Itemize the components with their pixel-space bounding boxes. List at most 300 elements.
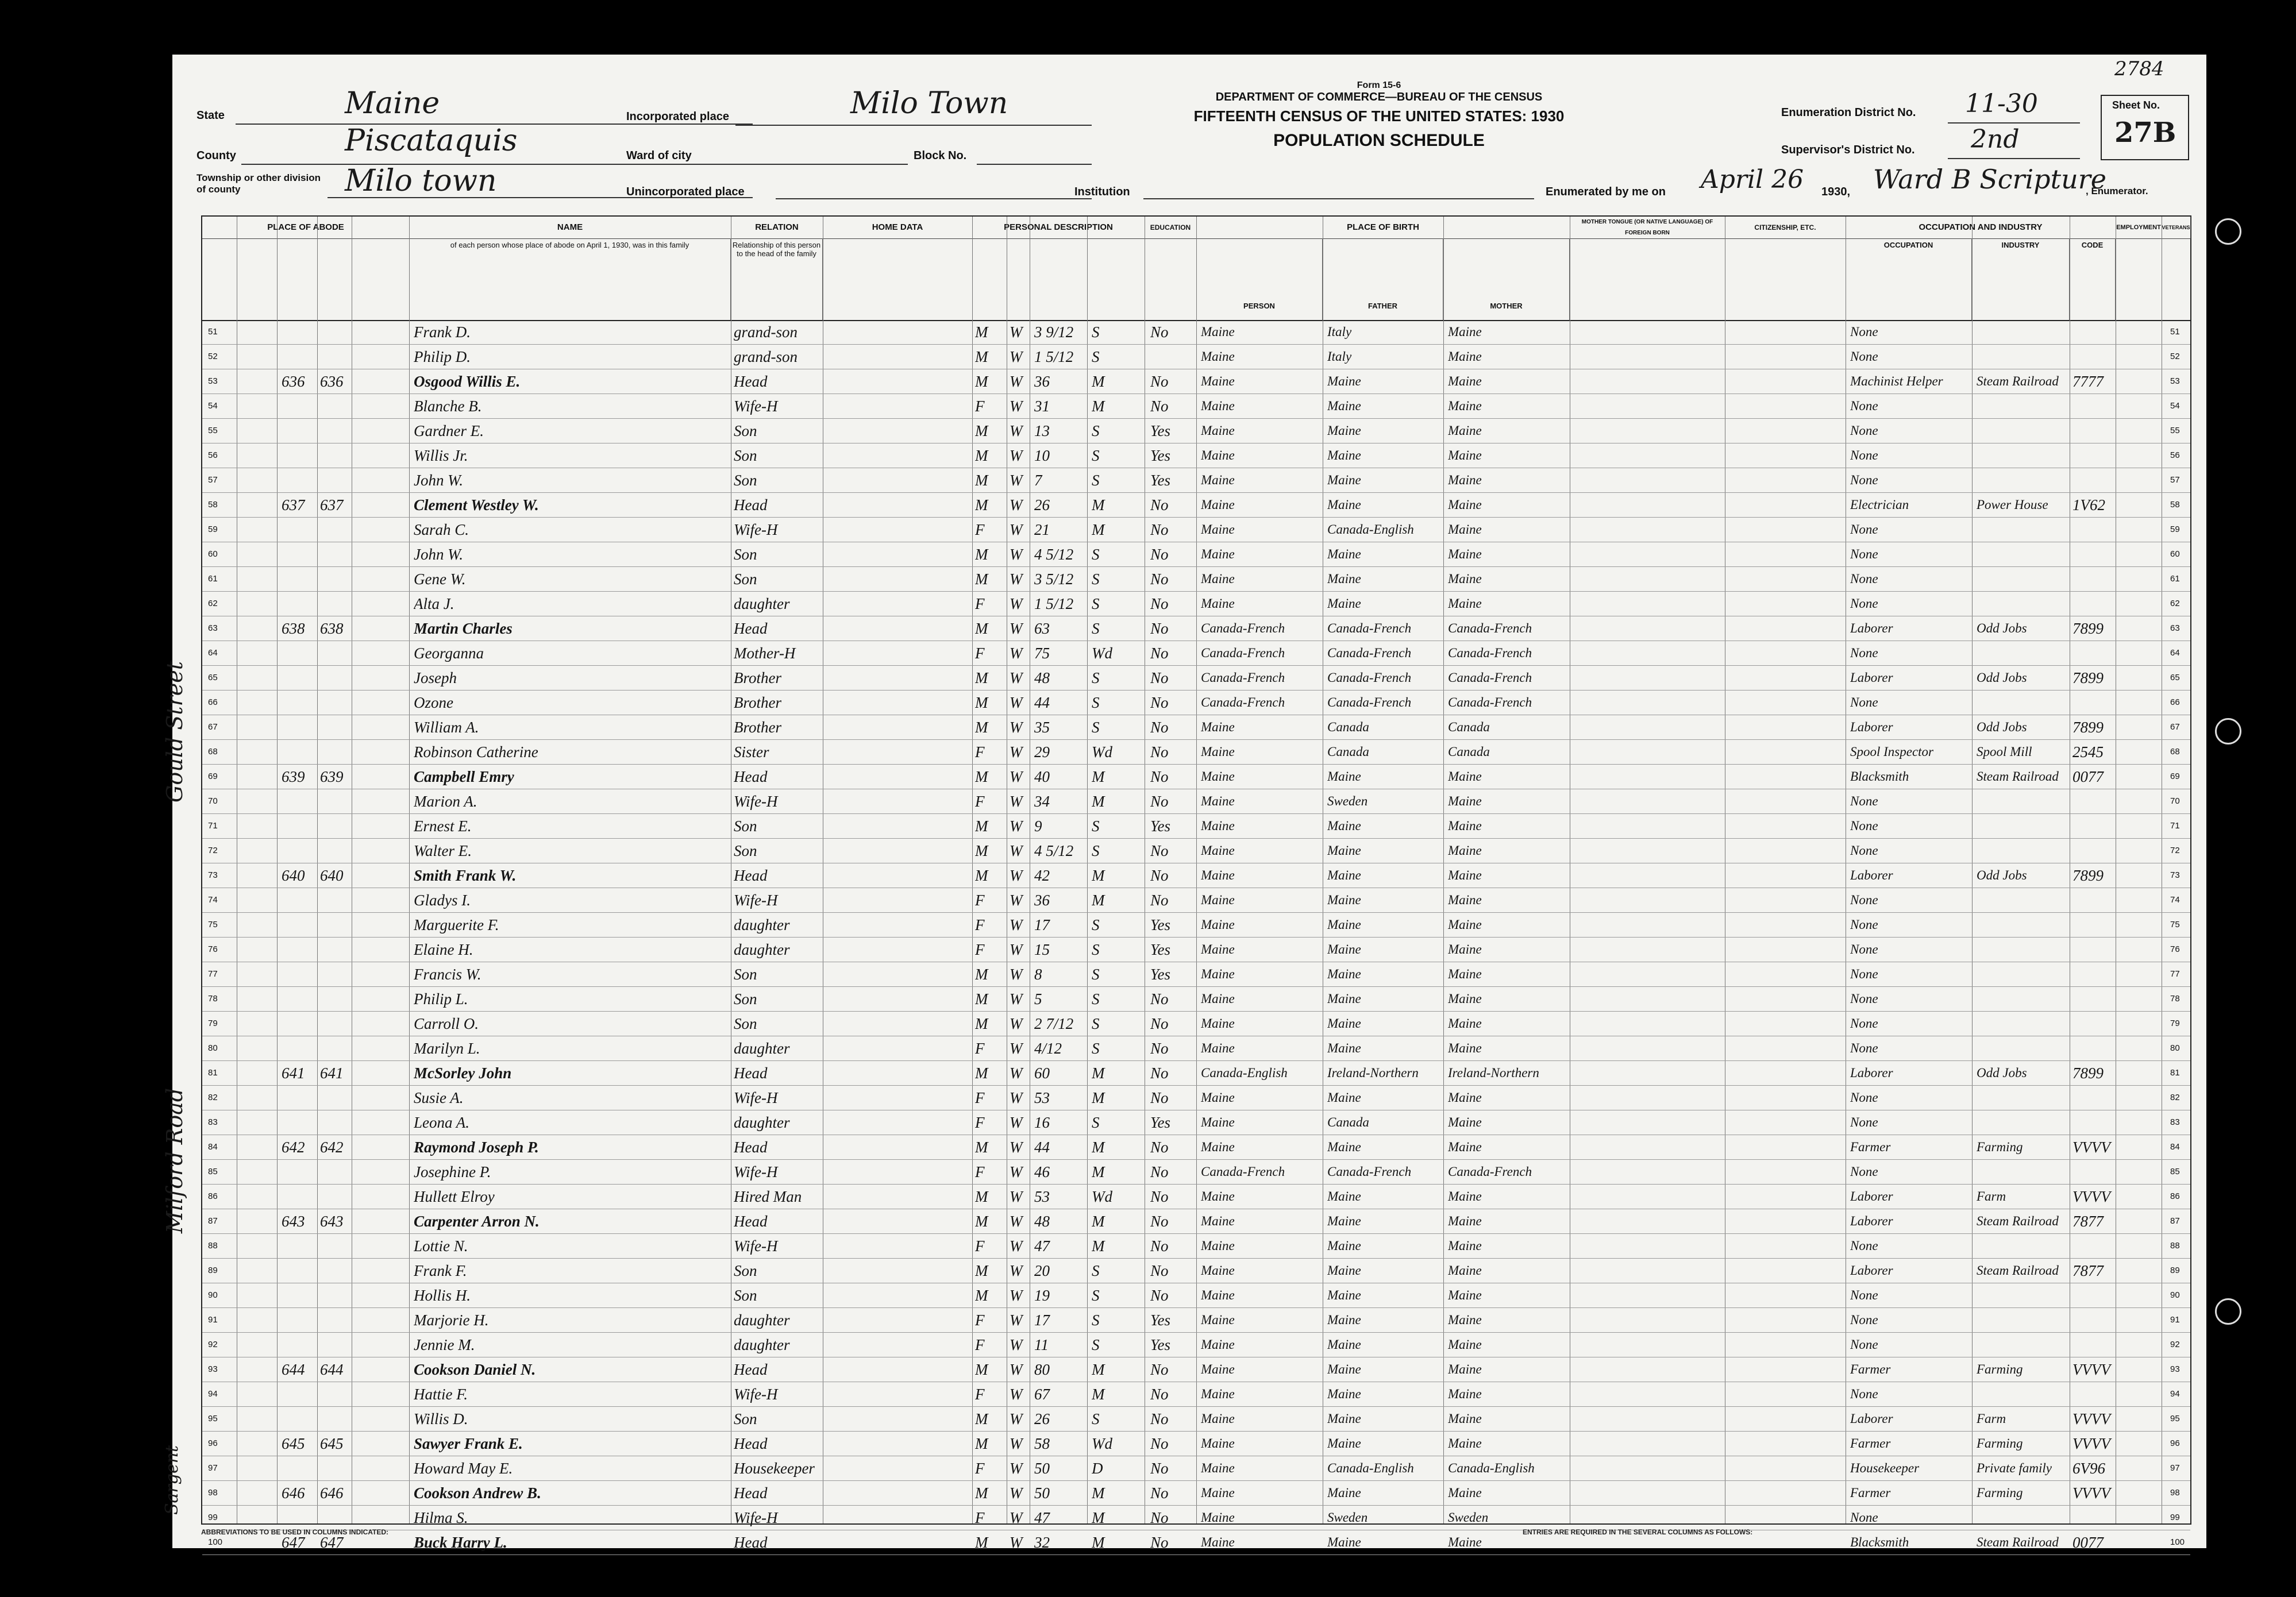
cell-sex: M: [975, 496, 988, 514]
cell-fam: [320, 1185, 352, 1209]
cell-occ: Electrician: [1850, 497, 1909, 512]
cell-sex: F: [975, 1040, 985, 1057]
cell-ind: Steam Railroad: [1977, 769, 2059, 784]
cell-fam: 642: [320, 1139, 344, 1156]
cell-dw: 643: [282, 1213, 305, 1230]
cell-sch: No: [1150, 1237, 1169, 1255]
cell-rel: Son: [734, 990, 757, 1008]
cell-pob: Maine: [1201, 1115, 1235, 1129]
cell-pob: Maine: [1201, 917, 1235, 932]
ward-label: Ward of city: [626, 149, 692, 162]
cell-pobm: Maine: [1448, 942, 1482, 956]
cell-occ: Farmer: [1850, 1362, 1891, 1376]
cell-pobm: Maine: [1448, 843, 1482, 858]
cell-pob: Maine: [1201, 1337, 1235, 1352]
cell-dw: [282, 1283, 316, 1307]
cell-rel: Son: [734, 422, 757, 439]
cell-pob: Maine: [1201, 1090, 1235, 1105]
cell-dw: [282, 666, 316, 690]
cell-dw: [282, 1036, 316, 1060]
table-row: [202, 1110, 2190, 1135]
cell-name: Susie A.: [414, 1089, 464, 1106]
cell-sch: No: [1150, 1262, 1169, 1279]
row-number: 54: [208, 401, 218, 411]
cell-name: Robinson Catherine: [414, 743, 538, 761]
cell-sch: No: [1150, 521, 1169, 538]
cell-pob: Maine: [1201, 1239, 1235, 1253]
cell-occ: None: [1850, 967, 1878, 981]
cell-ms: M: [1092, 892, 1105, 909]
cell-pob: Canada-French: [1201, 670, 1285, 685]
row-number: 88: [208, 1241, 218, 1251]
cell-pobf: Maine: [1327, 819, 1361, 833]
cell-ms: Wd: [1092, 1435, 1112, 1452]
cell-fam: [320, 567, 352, 591]
cell-age: 11: [1034, 1336, 1049, 1353]
cell-race: W: [1010, 1188, 1023, 1205]
cell-ms: M: [1092, 793, 1105, 810]
cell-ms: S: [1092, 422, 1100, 439]
cell-name: Jennie M.: [414, 1336, 475, 1353]
cell-name: Marilyn L.: [414, 1040, 480, 1057]
cell-sex: M: [975, 669, 988, 686]
cell-code: [2072, 518, 2116, 542]
row-number-right: 66: [2170, 697, 2180, 707]
row-number: 65: [208, 673, 218, 682]
cell-rel: Head: [734, 620, 768, 637]
cell-name: Francis W.: [414, 966, 481, 983]
cell-pobf: Canada-English: [1327, 1461, 1414, 1475]
cell-age: 40: [1034, 768, 1050, 785]
cell-race: W: [1010, 916, 1023, 933]
cell-sch: No: [1150, 669, 1169, 686]
cell-pobm: Maine: [1448, 596, 1482, 611]
cell-ms: S: [1092, 447, 1100, 464]
cell-age: 17: [1034, 1311, 1050, 1329]
group-place-of-abode: PLACE OF ABODE: [202, 217, 410, 239]
cell-race: W: [1010, 1311, 1023, 1329]
cell-rel: Brother: [734, 694, 781, 711]
cell-sex: M: [975, 768, 988, 785]
state-value: Maine: [345, 86, 440, 121]
cell-rel: Son: [734, 447, 757, 464]
cell-dw: [282, 1382, 316, 1406]
cell-rel: Sister: [734, 743, 769, 761]
cell-age: 36: [1034, 892, 1050, 909]
cell-name: Buck Harry L.: [414, 1534, 507, 1551]
cell-pobm: Maine: [1448, 1486, 1482, 1500]
cell-pobf: Maine: [1327, 423, 1361, 438]
row-number: 85: [208, 1167, 218, 1176]
cell-dw: [282, 814, 316, 838]
cell-dw: [282, 1160, 316, 1184]
cell-sex: M: [975, 1361, 988, 1378]
industry-col: INDUSTRY: [1972, 238, 2070, 320]
cell-code: 7899: [2072, 620, 2104, 637]
cell-fam: [320, 419, 352, 443]
cell-occ: None: [1850, 572, 1878, 586]
enumerated-label: Enumerated by me on: [1546, 186, 1666, 198]
cell-code: [2072, 938, 2116, 962]
row-number-right: 94: [2170, 1389, 2180, 1399]
table-row: [202, 691, 2190, 715]
row-number-right: 98: [2170, 1488, 2180, 1498]
cell-sex: F: [975, 1163, 985, 1181]
cell-race: W: [1010, 1410, 1023, 1428]
cell-sch: No: [1150, 1064, 1169, 1082]
cell-sch: No: [1150, 1410, 1169, 1428]
cell-pobm: Maine: [1448, 819, 1482, 833]
cell-age: 34: [1034, 793, 1050, 810]
cell-ind: Odd Jobs: [1977, 720, 2027, 734]
cell-ms: S: [1092, 966, 1100, 983]
cell-ind: [1977, 641, 2068, 665]
cell-rel: Wife-H: [734, 793, 778, 810]
cell-occ: Laborer: [1850, 1214, 1893, 1228]
cell-ms: S: [1092, 1336, 1100, 1353]
cell-name: Frank D.: [414, 323, 471, 341]
cell-race: W: [1010, 719, 1023, 736]
cell-occ: Laborer: [1850, 1411, 1893, 1426]
row-number-right: 58: [2170, 500, 2180, 510]
cell-code: [2072, 1308, 2116, 1332]
cell-ms: S: [1092, 941, 1100, 958]
cell-pobm: Maine: [1448, 992, 1482, 1006]
township-value: Milo town: [345, 164, 497, 198]
cell-ind: [1977, 938, 2068, 962]
row-number: 96: [208, 1438, 218, 1448]
cell-dw: [282, 839, 316, 863]
cell-sch: No: [1150, 1089, 1169, 1106]
cell-dw: [282, 715, 316, 739]
cell-occ: Laborer: [1850, 868, 1893, 882]
cell-age: 9: [1034, 817, 1042, 835]
cell-ind: Odd Jobs: [1977, 1066, 2027, 1080]
cell-code: 0077: [2072, 1534, 2104, 1551]
cell-ms: S: [1092, 719, 1100, 736]
cell-fam: [320, 1283, 352, 1307]
street-label-gould: Gould Street: [162, 661, 187, 803]
cell-ms: M: [1092, 1139, 1105, 1156]
cell-name: Hilma S.: [414, 1509, 468, 1526]
cell-fam: [320, 839, 352, 863]
cell-name: Hullett Elroy: [414, 1188, 495, 1205]
cell-ms: S: [1092, 694, 1100, 711]
cell-sch: No: [1150, 793, 1169, 810]
cell-fam: [320, 468, 352, 492]
cell-fam: 640: [320, 867, 344, 884]
cell-race: W: [1010, 793, 1023, 810]
cell-name: Ernest E.: [414, 817, 472, 835]
cell-pobf: Maine: [1327, 1486, 1361, 1500]
cell-rel: Son: [734, 966, 757, 983]
cell-name: Raymond Joseph P.: [414, 1139, 539, 1156]
cell-code: VVVV: [2072, 1410, 2110, 1428]
cell-name: Clement Westley W.: [414, 496, 539, 514]
cell-sch: No: [1150, 1534, 1169, 1551]
cell-name: Walter E.: [414, 842, 472, 859]
cell-rel: Head: [734, 373, 768, 390]
cell-race: W: [1010, 1361, 1023, 1378]
cell-ms: S: [1092, 1311, 1100, 1329]
cell-pob: Canada-English: [1201, 1066, 1288, 1080]
cell-occ: Housekeeper: [1850, 1461, 1920, 1475]
cell-occ: Spool Inspector: [1850, 745, 1934, 759]
cell-fam: [320, 1259, 352, 1283]
cell-ms: S: [1092, 1015, 1100, 1032]
row-number: 59: [208, 524, 218, 534]
cell-rel: Head: [734, 496, 768, 514]
sheet-number-box: [2101, 95, 2189, 160]
table-row: [202, 443, 2190, 468]
cell-rel: Wife-H: [734, 1089, 778, 1106]
cell-sch: No: [1150, 892, 1169, 909]
cell-rel: Son: [734, 546, 757, 563]
cell-occ: None: [1850, 1313, 1878, 1327]
table-row: [202, 1456, 2190, 1481]
cell-code: [2072, 394, 2116, 418]
cell-age: 5: [1034, 990, 1042, 1008]
row-number-right: 80: [2170, 1043, 2180, 1053]
cell-pob: Maine: [1201, 349, 1235, 364]
row-number: 62: [208, 599, 218, 608]
cell-code: [2072, 592, 2116, 616]
cell-rel: Son: [734, 1410, 757, 1428]
cell-age: 15: [1034, 941, 1050, 958]
cell-ms: M: [1092, 1064, 1105, 1082]
cell-rel: Mother-H: [734, 645, 796, 662]
cell-dw: 642: [282, 1139, 305, 1156]
cell-name: Martin Charles: [414, 620, 513, 637]
cell-pobf: Maine: [1327, 1288, 1361, 1302]
cell-ind: Steam Railroad: [1977, 1214, 2059, 1228]
cell-ind: [1977, 567, 2068, 591]
cell-age: 2 7/12: [1034, 1015, 1074, 1032]
row-number: 71: [208, 821, 218, 831]
cell-pobm: Maine: [1448, 497, 1482, 512]
cell-pobf: Maine: [1327, 1140, 1361, 1154]
cell-occ: None: [1850, 1288, 1878, 1302]
county-underline: [241, 164, 753, 165]
cell-age: 32: [1034, 1534, 1050, 1551]
punch-hole: [2215, 1298, 2241, 1325]
cell-sex: F: [975, 398, 985, 415]
cell-sch: No: [1150, 398, 1169, 415]
row-number: 95: [208, 1414, 218, 1424]
cell-ind: [1977, 987, 2068, 1011]
cell-age: 26: [1034, 496, 1050, 514]
cell-sex: M: [975, 323, 988, 341]
cell-race: W: [1010, 1509, 1023, 1526]
table-row: [202, 1135, 2190, 1160]
cell-dw: [282, 567, 316, 591]
cell-name: Carpenter Arron N.: [414, 1213, 540, 1230]
cell-dw: 639: [282, 768, 305, 785]
cell-sch: Yes: [1150, 422, 1171, 439]
table-row: [202, 987, 2190, 1012]
row-number: 60: [208, 549, 218, 559]
cell-pobm: Maine: [1448, 325, 1482, 339]
state-label: State: [197, 109, 225, 122]
row-number-right: 64: [2170, 648, 2180, 658]
table-row: [202, 641, 2190, 666]
cell-occ: None: [1850, 1090, 1878, 1105]
cell-pobm: Maine: [1448, 1535, 1482, 1549]
cell-pobf: Maine: [1327, 596, 1361, 611]
cell-occ: Farmer: [1850, 1140, 1891, 1154]
cell-sch: Yes: [1150, 941, 1171, 958]
cell-ind: [1977, 468, 2068, 492]
row-number-right: 73: [2170, 870, 2180, 880]
cell-fam: 638: [320, 620, 344, 637]
cell-pobm: Ireland-Northern: [1448, 1066, 1539, 1080]
cell-name: Joseph: [414, 669, 457, 686]
cell-pobm: Maine: [1448, 1263, 1482, 1278]
cell-dw: [282, 987, 316, 1011]
cell-race: W: [1010, 348, 1023, 365]
row-number-right: 71: [2170, 821, 2180, 831]
cell-fam: [320, 1382, 352, 1406]
cell-fam: [320, 320, 352, 344]
cell-pobf: Maine: [1327, 1313, 1361, 1327]
cell-code: [2072, 468, 2116, 492]
name-column-desc: of each person whose place of abode on April 1, 1930, was in this family: [409, 238, 731, 320]
cell-pobm: Canada-French: [1448, 621, 1532, 635]
cell-name: Alta J.: [414, 595, 454, 612]
cell-code: [2072, 839, 2116, 863]
cell-sex: M: [975, 472, 988, 489]
cell-race: W: [1010, 398, 1023, 415]
cell-name: Sarah C.: [414, 521, 469, 538]
cell-fam: [320, 1456, 352, 1480]
cell-pobm: Maine: [1448, 1288, 1482, 1302]
cell-rel: Head: [734, 768, 768, 785]
cell-dw: [282, 443, 316, 468]
cell-sex: M: [975, 842, 988, 859]
row-number: 69: [208, 772, 218, 781]
cell-rel: Son: [734, 472, 757, 489]
cell-sex: M: [975, 373, 988, 390]
cell-occ: None: [1850, 448, 1878, 462]
cell-occ: None: [1850, 942, 1878, 956]
cell-name: Philip L.: [414, 990, 468, 1008]
cell-code: VVVV: [2072, 1139, 2110, 1156]
occupation-col: OCCUPATION: [1846, 238, 1972, 320]
cell-fam: [320, 913, 352, 937]
table-row: [202, 320, 2190, 345]
cell-rel: daughter: [734, 1114, 790, 1131]
cell-fam: [320, 1407, 352, 1431]
cell-pobm: Maine: [1448, 399, 1482, 413]
cell-age: 44: [1034, 694, 1050, 711]
table-row: [202, 666, 2190, 691]
cell-rel: Head: [734, 1064, 768, 1082]
group-education: EDUCATION: [1145, 217, 1197, 239]
cell-ind: [1977, 913, 2068, 937]
cell-pobm: Maine: [1448, 1214, 1482, 1228]
row-number: 64: [208, 648, 218, 658]
enumerator-name: Ward B Scripture: [1873, 164, 2106, 195]
cell-pobm: Maine: [1448, 1016, 1482, 1031]
cell-ms: Wd: [1092, 743, 1112, 761]
cell-race: W: [1010, 892, 1023, 909]
cell-ind: [1977, 691, 2068, 715]
cell-ms: S: [1092, 817, 1100, 835]
cell-pob: Maine: [1201, 1535, 1235, 1549]
row-number: 52: [208, 352, 218, 361]
cell-fam: [320, 345, 352, 369]
cell-pob: Maine: [1201, 720, 1235, 734]
cell-code: [2072, 987, 2116, 1011]
row-number: 92: [208, 1340, 218, 1349]
cell-pob: Maine: [1201, 399, 1235, 413]
cell-pobf: Maine: [1327, 1090, 1361, 1105]
cell-fam: 647: [320, 1534, 344, 1551]
cell-fam: 636: [320, 373, 344, 390]
cell-fam: [320, 789, 352, 813]
cell-dw: 637: [282, 496, 305, 514]
cell-dw: [282, 1333, 316, 1357]
cell-rel: daughter: [734, 941, 790, 958]
cell-rel: Son: [734, 1262, 757, 1279]
row-number: 70: [208, 796, 218, 806]
row-number-right: 76: [2170, 944, 2180, 954]
street-label-sargent: Sargent: [162, 1445, 182, 1515]
row-number-right: 52: [2170, 352, 2180, 361]
cell-ms: M: [1092, 768, 1105, 785]
cell-sch: No: [1150, 1460, 1169, 1477]
cell-pobf: Maine: [1327, 1535, 1361, 1549]
cell-dw: 646: [282, 1484, 305, 1502]
row-number: 53: [208, 376, 218, 386]
cell-sch: Yes: [1150, 1114, 1171, 1131]
cell-sch: Yes: [1150, 817, 1171, 835]
table-row: [202, 518, 2190, 542]
cell-name: Marjorie H.: [414, 1311, 489, 1329]
row-number: 76: [208, 944, 218, 954]
table-row: [202, 542, 2190, 567]
cell-sex: M: [975, 1188, 988, 1205]
cell-sch: No: [1150, 1509, 1169, 1526]
cell-ind: [1977, 1012, 2068, 1036]
cell-fam: [320, 592, 352, 616]
cell-ms: M: [1092, 1237, 1105, 1255]
cell-pob: Maine: [1201, 596, 1235, 611]
cell-sex: M: [975, 966, 988, 983]
table-row: [202, 962, 2190, 987]
cell-ms: S: [1092, 1287, 1100, 1304]
unincorporated-underline: [776, 198, 1092, 199]
cell-occ: None: [1850, 1164, 1878, 1179]
cell-name: Osgood Willis E.: [414, 373, 521, 390]
cell-rel: daughter: [734, 595, 790, 612]
cell-fam: [320, 666, 352, 690]
cell-ms: S: [1092, 323, 1100, 341]
cell-name: Elaine H.: [414, 941, 473, 958]
cell-rel: Son: [734, 817, 757, 835]
cell-pobm: Canada-French: [1448, 1164, 1532, 1179]
cell-ms: M: [1092, 373, 1105, 390]
cell-race: W: [1010, 595, 1023, 612]
cell-pobf: Maine: [1327, 1016, 1361, 1031]
cell-name: McSorley John: [414, 1064, 512, 1082]
group-veterans: VETERANS: [2162, 217, 2191, 239]
row-number-right: 97: [2170, 1463, 2180, 1473]
cell-pob: Maine: [1201, 448, 1235, 462]
cell-pobm: Maine: [1448, 1239, 1482, 1253]
row-number: 51: [208, 327, 218, 337]
cell-code: [2072, 1086, 2116, 1110]
